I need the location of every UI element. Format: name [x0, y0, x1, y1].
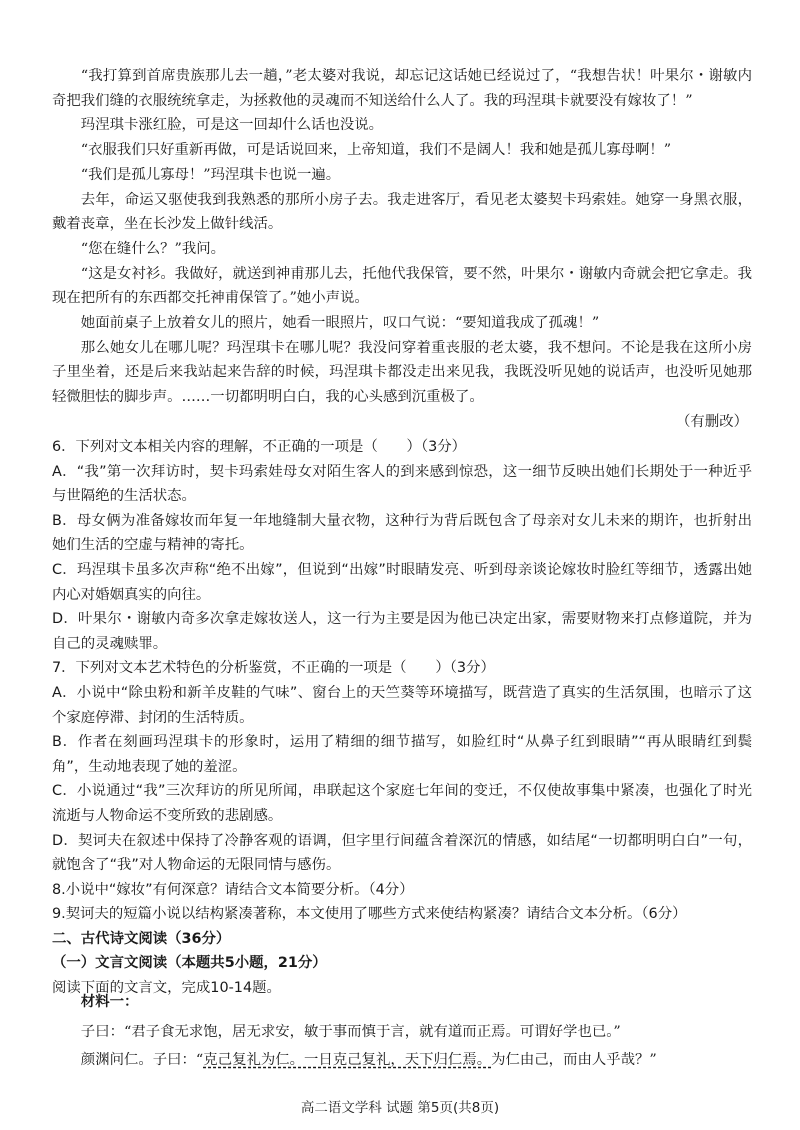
- material-line: [52, 1046, 762, 1074]
- questions-section: [52, 435, 752, 1001]
- story-paragraph: “这是女衬衫。我做好，就送到神甫那儿去，托他代我保管，要不然，叶果尔・谢敏内奇就会把它拿走。我现在把所有的东西都交托神甫保管了。”她小声说。: [52, 265, 752, 307]
- question-9: 9.契诃夫的短篇小说以结构紧凑著称，本文使用了哪些方式来使结构紧凑？请结合文本分析。（6分）: [52, 906, 687, 923]
- classical-material: [52, 988, 762, 1074]
- story-paragraph: 那么她女儿在哪儿呢？玛涅琪卡在哪儿呢？我没问穿着重丧服的老太婆，我不想问。不论是我在这所小房子里坐着，还是后来我站起来告辞的时候，玛涅琪卡都没走出来见我，我既没听见她的说话声，也没听见她那轻微胆怯的脚步声。……一切都明明白白，我的心头感到沉重极了。: [52, 339, 752, 406]
- question-6-stem: 6．下列对文本相关内容的理解，不正确的一项是（ ）（3分）: [52, 439, 467, 455]
- question-8: 8.小说中“嫁妆”有何深意？请结合文本简要分析。（4分）: [52, 881, 414, 898]
- story-paragraph: 她面前桌子上放着女儿的照片，她看一眼照片，叹口气说：“要知道我成了孤魂！”: [80, 315, 600, 332]
- page-footer: 高二语文学科 试题 第5页(共8页): [300, 1100, 500, 1116]
- story-excerpt: [52, 64, 752, 435]
- question-6-option-b: B．母女俩为准备嫁妆而年复一年地缝制大量衣物，这种行为背后既包含了母亲对女儿未来的期许，也折射出她们生活的空虚与精神的寄托。: [52, 512, 752, 554]
- underlined-sentence: 克己复礼为仁。一日克己复礼，天下归仁焉。: [203, 1052, 492, 1068]
- section-heading: 二、古代诗文阅读（36分）: [52, 930, 231, 947]
- story-paragraph: “您在缝什么？”我问。: [80, 240, 226, 257]
- question-7-stem: 7．下列对文本艺术特色的分析鉴赏，不正确的一项是（ ）（3分）: [52, 660, 495, 677]
- question-7-option-d: D．契诃夫在叙述中保持了冷静客观的语调，但字里行间蕴含着深沉的情感，如结尾“一切都明明白白”一句，就饱含了“我”对人物命运的无限同情与感伤。: [52, 832, 752, 874]
- question-7-option-c: C．小说通过“我”三次拜访的所见所闻，串联起这个家庭七年间的变迁，不仅使故事集中紧凑，也强化了时光流逝与人物命运不变所致的悲剧感。: [52, 783, 752, 824]
- question-7-option-b: B．作者在刻画玛涅琪卡的形象时，运用了精细的细节描写，如脸红时“从鼻子红到眼睛”“再从眼睛红到鬓角”，生动地表现了她的羞涩。: [52, 734, 752, 775]
- reading-instruction: 阅读下面的文言文，完成10-14题。: [52, 980, 281, 997]
- subsection-heading: （一）文言文阅读（本题共5小题，21分）: [52, 955, 327, 972]
- material-label: 材料一：: [80, 993, 139, 1010]
- story-paragraph: 去年，命运又驱使我到我熟悉的那所小房子去。我走进客厅，看见老太婆契卡玛索娃。她穿一身黑衣服，戴着丧章，坐在长沙发上做针线活。: [52, 191, 752, 233]
- question-6-option-a: A．“我”第一次拜访时，契卡玛索娃母女对陌生客人的到来感到惊恐，这一细节反映出她们长期处于一种近乎与世隔绝的生活状态。: [52, 463, 752, 505]
- question-6-option-d: D．叶果尔・谢敏内奇多次拿走嫁妆送人，这一行为主要是因为他已决定出家，需要财物来打点修道院，并为自己的灵魂赎罪。: [52, 611, 752, 652]
- question-7-option-a: A．小说中“除虫粉和新羊皮鞋的气味”、窗台上的天竺葵等环境描写，既营造了真实的生活氛围，也暗示了这个家庭停滞、封闭的生活特质。: [52, 684, 752, 726]
- story-paragraph: 玛涅琪卡涨红脸，可是这一回却什么话也没说。: [80, 117, 384, 134]
- story-paragraph: “我打算到首席贵族那儿去一趟，”老太婆对我说，却忘记这话她已经说过了，“我想告状！叶果尔・谢敏内奇把我们缝的衣服统统拿走，为拯救他的灵魂而不知送给什么人了。我的玛涅琪卡就要没有嫁妆了！”: [52, 68, 752, 109]
- material-line: 子曰：“君子食无求饱，居无求安，敏于事而慎于言，就有道而正焉。可谓好学也已。”: [80, 1024, 621, 1040]
- material-text: 为仁由己，而由人乎哉？”: [491, 1052, 657, 1068]
- story-paragraph: “衣服我们只好重新再做，可是话说回来，上帝知道，我们不是阔人！我和她是孤儿寡母啊！”: [80, 142, 672, 159]
- story-paragraph: “我们是孤儿寡母！”玛涅琪卡也说一遍。: [80, 166, 341, 183]
- material-text: 颜渊问仁。子曰：“: [80, 1052, 204, 1068]
- question-6-option-c: C．玛涅琪卡虽多次声称“绝不出嫁”，但说到“出嫁”时眼睛发亮、听到母亲谈论嫁妆时脸红等细节，透露出她内心对婚姻真实的向往。: [52, 561, 752, 603]
- source-note: （有删改）: [676, 413, 748, 430]
